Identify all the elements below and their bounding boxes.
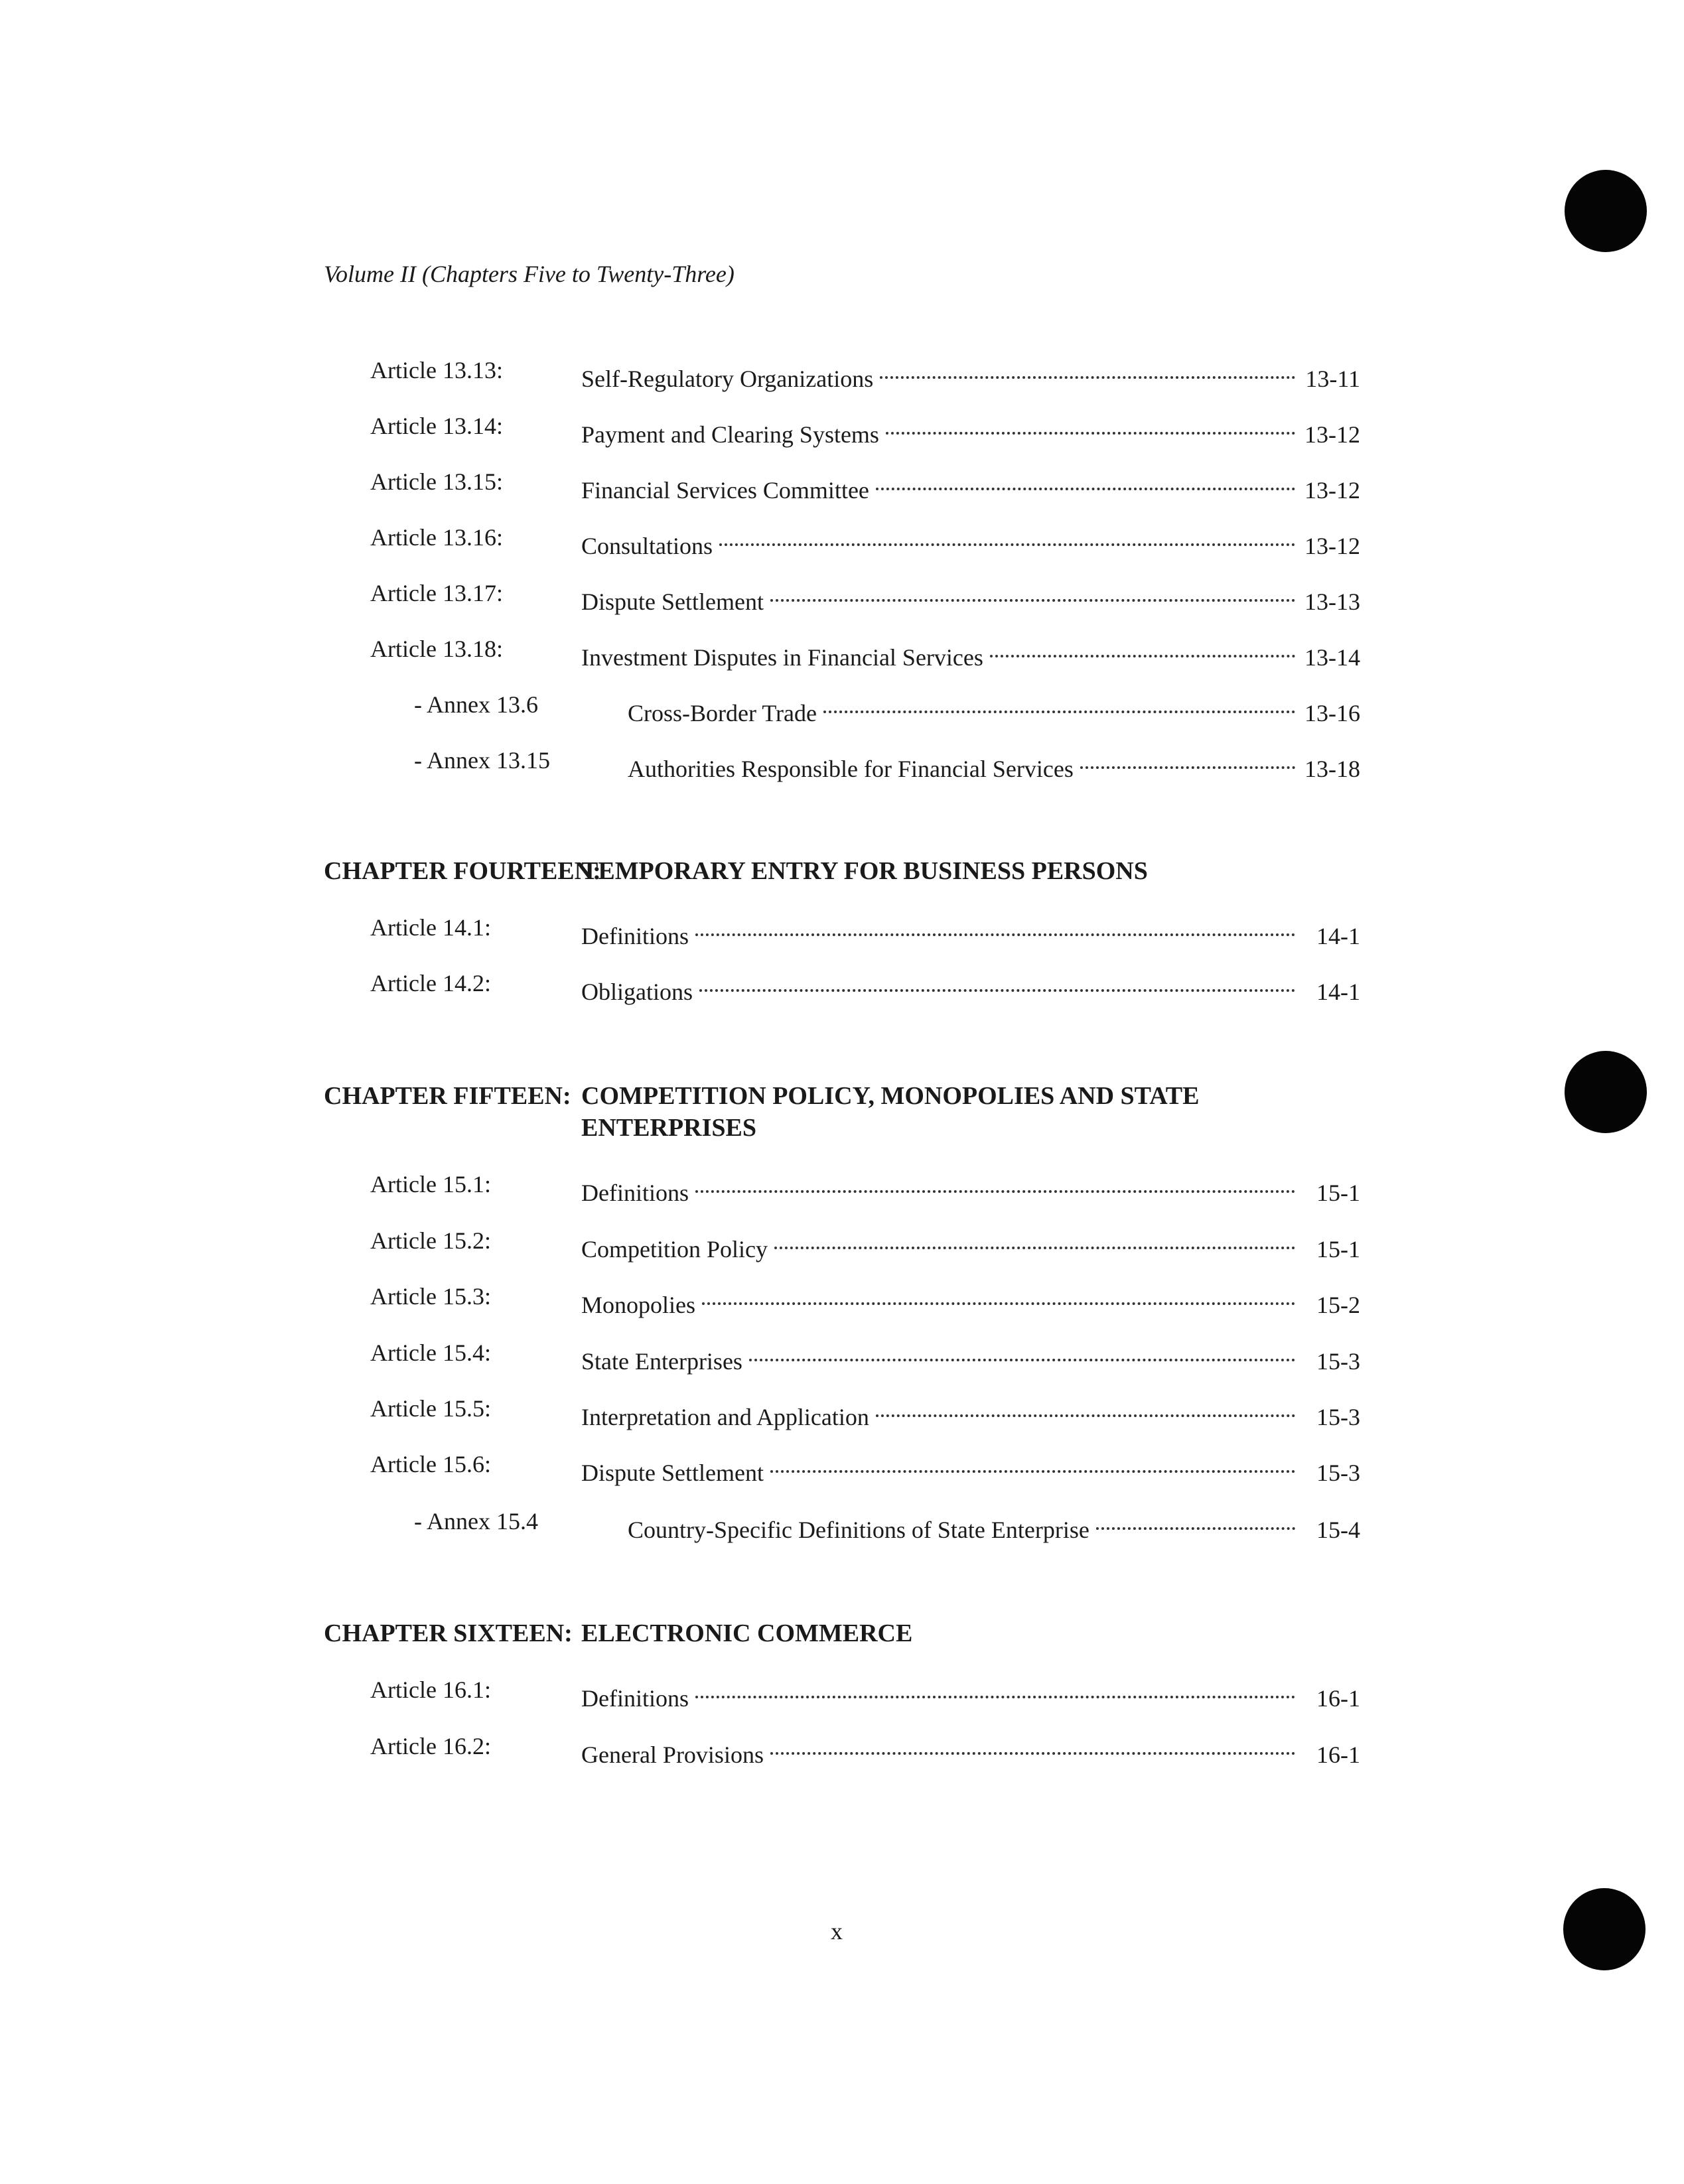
dot-leader: [770, 1730, 1295, 1763]
article-number: Article 13.17:: [370, 580, 503, 606]
dot-leader: [695, 1168, 1295, 1201]
page-reference: 13-13: [1304, 588, 1360, 615]
page-reference: 15-2: [1316, 1292, 1360, 1318]
toc-entry[interactable]: [0, 1730, 1684, 1768]
dot-leader: [774, 1224, 1295, 1257]
page-reference: 13-11: [1305, 366, 1360, 392]
dot-leader: [695, 911, 1295, 944]
chapter-label: CHAPTER SIXTEEN:: [324, 1619, 573, 1647]
page-number: x: [831, 1918, 843, 1945]
page-reference: 14-1: [1316, 923, 1360, 949]
chapter-label: CHAPTER FOURTEEN:: [324, 857, 601, 885]
page-reference: 13-16: [1304, 700, 1360, 726]
page-reference: 15-1: [1316, 1236, 1360, 1263]
article-title: Obligations: [581, 979, 693, 1005]
article-title: Payment and Clearing Systems: [581, 421, 879, 448]
dot-leader: [702, 1280, 1295, 1313]
article-title: Definitions: [581, 923, 689, 949]
article-title: General Provisions: [581, 1741, 764, 1768]
toc-entry[interactable]: [0, 577, 1684, 615]
toc-entry[interactable]: [0, 967, 1684, 1005]
volume-heading: Volume II (Chapters Five to Twenty-Three): [324, 261, 735, 287]
annex-title: Cross-Border Trade: [628, 700, 817, 726]
page-reference: 15-3: [1316, 1348, 1360, 1375]
page-reference: 13-12: [1304, 421, 1360, 448]
dot-leader: [699, 967, 1295, 1000]
article-title: Interpretation and Application: [581, 1404, 869, 1430]
article-title: Competition Policy: [581, 1236, 768, 1263]
punch-hole-bottom: [1563, 1888, 1646, 1970]
article-title: Dispute Settlement: [581, 588, 764, 615]
article-number: Article 13.13:: [370, 357, 503, 383]
dot-leader: [886, 409, 1295, 443]
page-reference: 14-1: [1316, 979, 1360, 1005]
article-title: Monopolies: [581, 1292, 696, 1318]
page-reference: 15-3: [1316, 1460, 1360, 1486]
page-reference: 15-1: [1316, 1180, 1360, 1206]
punch-hole-middle: [1565, 1051, 1647, 1133]
article-number: Article 15.4:: [370, 1339, 491, 1366]
article-number: Article 14.2:: [370, 970, 491, 996]
dot-leader: [749, 1336, 1295, 1369]
article-title: State Enterprises: [581, 1348, 742, 1375]
dot-leader: [770, 577, 1295, 610]
article-title: Definitions: [581, 1685, 689, 1712]
toc-entry[interactable]: [0, 1336, 1684, 1375]
toc-entry[interactable]: [0, 1280, 1684, 1318]
toc-entry[interactable]: [0, 521, 1684, 559]
annex-title: Country-Specific Definitions of State Enterprise: [628, 1517, 1089, 1543]
dot-leader: [695, 1673, 1295, 1706]
toc-entry[interactable]: [0, 911, 1684, 949]
chapter-name: ELECTRONIC COMMERCE: [581, 1619, 913, 1647]
toc-annex-entry[interactable]: [0, 744, 1684, 782]
dot-leader: [876, 465, 1295, 498]
article-number: Article 15.6:: [370, 1451, 491, 1477]
chapter-name: COMPETITION POLICY, MONOPOLIES AND STATE ENTERPRISES: [581, 1082, 1200, 1142]
article-number: Article 15.5:: [370, 1395, 491, 1422]
article-number: Article 16.1:: [370, 1676, 491, 1703]
page-reference: 13-12: [1304, 533, 1360, 559]
page-reference: 13-18: [1304, 756, 1360, 782]
annex-number: - Annex 13.6: [414, 691, 538, 718]
chapter-label: CHAPTER FIFTEEN:: [324, 1082, 571, 1110]
page-reference: 16-1: [1316, 1685, 1360, 1712]
dot-leader: [990, 632, 1295, 665]
annex-title: Authorities Responsible for Financial Services: [628, 756, 1074, 782]
annex-number: - Annex 13.15: [414, 747, 550, 774]
page-reference: 15-4: [1316, 1517, 1360, 1543]
toc-entry[interactable]: [0, 632, 1684, 671]
annex-number: - Annex 15.4: [414, 1508, 538, 1535]
punch-hole-top: [1565, 170, 1647, 252]
article-title: Definitions: [581, 1180, 689, 1206]
toc-entry[interactable]: [0, 1168, 1684, 1206]
dot-leader: [880, 354, 1295, 387]
chapter-name: TEMPORARY ENTRY FOR BUSINESS PERSONS: [581, 857, 1148, 885]
toc-entry[interactable]: [0, 1448, 1684, 1486]
dot-leader: [1080, 744, 1295, 777]
article-title: Self-Regulatory Organizations: [581, 366, 874, 392]
dot-leader: [876, 1392, 1295, 1425]
article-title: Dispute Settlement: [581, 1460, 764, 1486]
toc-entry[interactable]: [0, 354, 1684, 392]
article-title: Investment Disputes in Financial Services: [581, 644, 983, 671]
article-number: Article 15.3:: [370, 1283, 491, 1310]
article-title: Financial Services Committee: [581, 477, 869, 504]
toc-entry[interactable]: [0, 1224, 1684, 1263]
article-number: Article 13.18:: [370, 636, 503, 662]
dot-leader: [770, 1448, 1295, 1481]
toc-entry[interactable]: [0, 1673, 1684, 1712]
article-number: Article 15.2:: [370, 1227, 491, 1254]
page-reference: 15-3: [1316, 1404, 1360, 1430]
article-number: Article 13.15:: [370, 468, 503, 495]
toc-entry[interactable]: [0, 465, 1684, 504]
dot-leader: [1096, 1505, 1295, 1538]
page-reference: 13-14: [1304, 644, 1360, 671]
article-number: Article 15.1:: [370, 1171, 491, 1197]
page-reference: 13-12: [1304, 477, 1360, 504]
article-number: Article 13.14:: [370, 413, 503, 439]
article-title: Consultations: [581, 533, 713, 559]
article-number: Article 14.1:: [370, 914, 491, 941]
toc-annex-entry[interactable]: [0, 1505, 1684, 1543]
page-reference: 16-1: [1316, 1741, 1360, 1768]
toc-annex-entry[interactable]: [0, 688, 1684, 726]
article-number: Article 13.16:: [370, 524, 503, 551]
dot-leader: [823, 688, 1295, 721]
toc-entry[interactable]: [0, 1392, 1684, 1430]
dot-leader: [719, 521, 1295, 554]
article-number: Article 16.2:: [370, 1733, 491, 1759]
toc-entry[interactable]: [0, 409, 1684, 448]
